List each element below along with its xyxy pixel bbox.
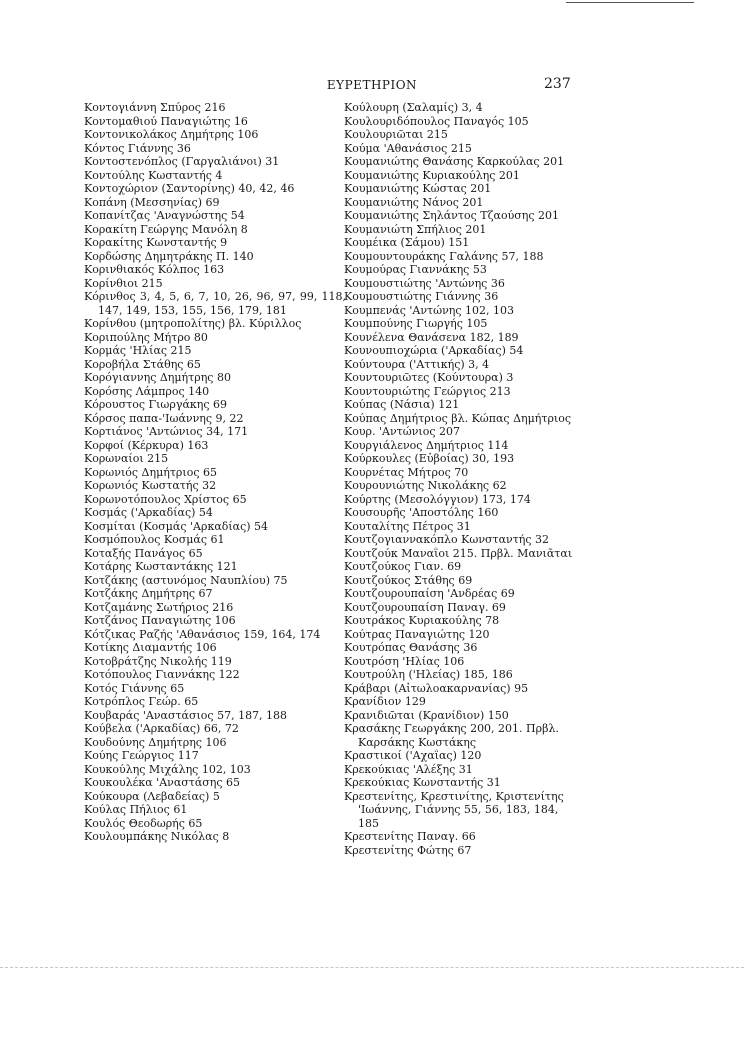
index-entry: Κούλας Πήλιος 61 bbox=[84, 803, 188, 816]
index-entry: Κουντουριώτης Γεώργιος 213 bbox=[344, 384, 511, 398]
index-entry: Κοροβήλα Στάθης 65 bbox=[84, 357, 201, 371]
index-entry: Κουδούνης Δημήτρης 106 bbox=[84, 735, 227, 749]
index-entry: Κουμανιώτης Νάνος 201 bbox=[344, 195, 484, 209]
index-entry: Κουλουριῶται 215 bbox=[344, 128, 448, 141]
index-entry: Κουτζουρουπαίση Παναγ. 69 bbox=[344, 600, 506, 614]
index-entry: Κορωναίοι 215 bbox=[84, 452, 169, 465]
index-entry: Κρανίδιον 129 bbox=[344, 695, 426, 708]
index-entry: Κουταλίτης Πέτρος 31 bbox=[344, 519, 471, 533]
index-entry: Κουμανιώτης Σηλάντος Τζαούσης 201 bbox=[344, 209, 560, 222]
index-entry: Κουτζουρουπαίση 'Ανδρέας 69 bbox=[344, 587, 515, 600]
index-entry: Κορωνιός Κωστατής 32 bbox=[84, 479, 217, 492]
index-entry: Κουλός Θεοδωρής 65 bbox=[84, 816, 203, 830]
index-entry: Κουτζούκ Μαναΐοι 215. Πρβλ. Μανιᾶται bbox=[344, 546, 573, 560]
index-entry: Κουμανιώτης Κυριακούλης 201 bbox=[344, 168, 520, 182]
index-entry: Κουκούλης Μιχάλης 102, 103 bbox=[84, 762, 251, 776]
index-entry: Κούμα 'Αθανάσιος 215 bbox=[344, 141, 472, 155]
index-entry: Κουτζούκος Γιαν. 69 bbox=[344, 560, 462, 573]
index-entry: Κουσουρῆς 'Αποστόλης 160 bbox=[344, 506, 499, 519]
index-entry: Κοταξής Πανάγος 65 bbox=[84, 546, 203, 560]
index-entry: Κορόσης Λάμπρος 140 bbox=[84, 384, 210, 398]
index-entry: Κουμανιώτης Κώστας 201 bbox=[344, 182, 492, 195]
scan-artifact-line bbox=[0, 967, 744, 968]
index-entry: Κουτζογιαννακόπλο Κωνσταντής 32 bbox=[344, 533, 550, 546]
index-entry: Κρεστενίτης Παναγ. 66 bbox=[344, 830, 476, 843]
index-entry: Κουμανιώτης Θανάσης Καρκούλας 201 bbox=[344, 155, 565, 168]
index-entry: Κούπας (Νάσια) 121 bbox=[344, 398, 460, 411]
index-entry: Κούρκουλες (Εὐβοίας) 30, 193 bbox=[344, 452, 515, 465]
index-entry: Κουμανιώτη Σπήλιος 201 bbox=[344, 222, 487, 236]
index-entry: Κοριπούλης Μήτρο 80 bbox=[84, 330, 208, 344]
index-entry: Κοτίκης Διαμαντής 106 bbox=[84, 641, 217, 654]
index-entry: Κοτοβράτζης Νικολής 119 bbox=[84, 654, 232, 668]
index-entry: Κοντούλης Κωσταντής 4 bbox=[84, 168, 223, 182]
top-border-line bbox=[566, 2, 694, 3]
index-entry: Κούρτης (Μεσολόγγιον) 173, 174 bbox=[344, 492, 531, 506]
index-entry: Κορίνθιοι 215 bbox=[84, 276, 163, 290]
index-entry: Κραστικοί ('Αχαΐας) 120 bbox=[344, 749, 482, 762]
index-entry: Κόντος Γιάννης 36 bbox=[84, 141, 191, 155]
index-entry: Κρεστενίτης Φώτης 67 bbox=[344, 843, 472, 857]
index-entry: Κούλουρη (Σαλαμίς) 3, 4 bbox=[344, 101, 483, 114]
page-title: ΕΥΡΕΤΗΡΙΟΝ bbox=[326, 78, 418, 92]
index-entry: Κρεκούκιας 'Αλέξης 31 bbox=[344, 762, 473, 776]
index-entry: Κόρσος παπα-'Ιωάννης 9, 22 bbox=[84, 411, 244, 425]
index-entry: Κουτρόση 'Ηλίας 106 bbox=[344, 654, 465, 668]
index-entry: Κόρινθος 3, 4, 5, 6, 7, 10, 26, 96, 97, 99, 118, 147, 149, 153, 155, 156, 179, 181 bbox=[84, 290, 346, 317]
index-entry: Κοτός Γιάννης 65 bbox=[84, 681, 185, 695]
index-entry: Κουμέικα (Σάμου) 151 bbox=[344, 236, 470, 249]
index-entry: Κοτάρης Κωσταντάκης 121 bbox=[84, 560, 238, 573]
index-entry: Κορωνιός Δημήτριος 65 bbox=[84, 465, 217, 479]
index-entry: Κουμπούνης Γιωργής 105 bbox=[344, 317, 488, 330]
index-entry: Κούκουρα (Λεβαδείας) 5 bbox=[84, 789, 220, 803]
index-entry: Κουτρόπας Θανάσης 36 bbox=[344, 641, 478, 654]
index-entry: Κουρουνιώτης Νικολάκης 62 bbox=[344, 479, 507, 492]
index-entry: Κουμπενάς 'Αντώνης 102, 103 bbox=[344, 303, 515, 317]
index-entry: Κουλουμπάκης Νικόλας 8 bbox=[84, 830, 230, 843]
index-entry: Κούντουρα ('Αττικής) 3, 4 bbox=[344, 357, 490, 371]
index-entry: Κούης Γεώργιος 117 bbox=[84, 749, 199, 762]
index-entry: Κοντογιάννη Σπύρος 216 bbox=[84, 101, 226, 114]
index-entry: Κουμουστιώτης Γιάννης 36 bbox=[344, 290, 499, 303]
index-entry: Κουτρούλη ('Ηλείας) 185, 186 bbox=[344, 668, 513, 681]
index-entry: Κουμουντουράκης Γαλάνης 57, 188 bbox=[344, 249, 544, 263]
index-entry: Κουλουριδόπουλος Παναγός 105 bbox=[344, 114, 529, 128]
index-entry: Κοτζάνος Παναγιώτης 106 bbox=[84, 614, 236, 627]
index-entry: Κουργιάλενος Δημήτριος 114 bbox=[344, 438, 509, 452]
index-entry: Κορδώσης Δημητράκης Π. 140 bbox=[84, 249, 254, 263]
index-entry: Κουκουλέκα 'Αναστάσης 65 bbox=[84, 776, 241, 789]
index-entry: Κορίνθου (μητροπολίτης) βλ. Κύριλλος bbox=[84, 317, 302, 330]
index-entry: Κράβαρι (Αἰτωλοακαρνανίας) 95 bbox=[344, 681, 529, 695]
index-entry: Κουρνέτας Μήτρος 70 bbox=[344, 465, 469, 479]
index-entry: Κούπας Δημήτριος βλ. Κώπας Δημήτριος bbox=[344, 411, 572, 425]
index-entry: Κουτράκος Κυριακούλης 78 bbox=[344, 614, 500, 627]
index-entry: Κορφοί (Κέρκυρα) 163 bbox=[84, 438, 209, 452]
index-column-left bbox=[84, 101, 346, 844]
index-entry: Κρανιδιῶται (Κρανίδιον) 150 bbox=[344, 708, 509, 722]
index-entry: Κουντουριῶτες (Κούντουρα) 3 bbox=[344, 371, 514, 384]
index-entry: Κούτρας Παναγιώτης 120 bbox=[344, 627, 490, 641]
index-entry: Κοντονικολάκος Δημήτρης 106 bbox=[84, 128, 259, 141]
index-entry: Κορακίτη Γεώργης Μανόλη 8 bbox=[84, 222, 248, 236]
index-entry: Κρεκούκιας Κωνσταντής 31 bbox=[344, 776, 501, 789]
index-entry: Κορακίτης Κωνσταντής 9 bbox=[84, 236, 228, 249]
index-entry: Κοτζαμάνης Σωτήριος 216 bbox=[84, 600, 234, 614]
index-entry: Κουβαράς 'Αναστάσιος 57, 187, 188 bbox=[84, 708, 288, 722]
index-entry: Κορμάς 'Ηλίας 215 bbox=[84, 344, 192, 357]
index-entry: Κοτρόπλος Γεώρ. 65 bbox=[84, 695, 199, 708]
index-entry: Κρεστενίτης, Κρεστινίτης, Κριστενίτης 'Ιωάννης, Γιάννης 55, 56, 183, 184, 185 bbox=[344, 789, 564, 830]
index-entry: Κουρ. 'Αντώνιος 207 bbox=[344, 425, 460, 438]
index-entry: Κοτόπουλος Γιαννάκης 122 bbox=[84, 668, 240, 681]
index-entry: Κορωνοτόπουλος Χρίστος 65 bbox=[84, 492, 247, 506]
index-entry: Κοσμάς ('Αρκαδίας) 54 bbox=[84, 506, 213, 519]
index-entry: Κουνουπιοχώρια ('Αρκαδίας) 54 bbox=[344, 344, 524, 357]
index-entry: Κοτζάκης (αστυνόμος Ναυπλίου) 75 bbox=[84, 573, 288, 587]
index-entry: Κρασάκης Γεωργάκης 200, 201. Πρβλ. Καρσάκης Κωστάκης bbox=[344, 722, 559, 749]
index-entry: Κορτιάνος 'Αντώνιος 34, 171 bbox=[84, 425, 249, 438]
index-entry: Κορόγιαννης Δημήτρης 80 bbox=[84, 371, 231, 384]
index-entry: Κοντομαθιού Παναγιώτης 16 bbox=[84, 114, 248, 128]
index-entry: Κουμούρας Γιαννάκης 53 bbox=[344, 263, 487, 276]
index-entry: Κότζικας Ραζής 'Αθανάσιος 159, 164, 174 bbox=[84, 627, 321, 641]
index-entry: Κοντοχώριον (Σαντορίνης) 40, 42, 46 bbox=[84, 182, 295, 195]
index-entry: Κοτζάκης Δημήτρης 67 bbox=[84, 587, 213, 600]
index-entry: Κουτζούκος Στάθης 69 bbox=[344, 573, 473, 587]
index-entry: Κοσμόπουλος Κοσμάς 61 bbox=[84, 533, 225, 546]
page-number: 237 bbox=[544, 76, 571, 92]
index-entry: Κουμουστιώτης 'Αντώνης 36 bbox=[344, 276, 505, 290]
index-entry: Κοπάνη (Μεσσηνίας) 69 bbox=[84, 195, 220, 209]
index-entry: Κοσμίται (Κοσμάς 'Αρκαδίας) 54 bbox=[84, 519, 269, 533]
index-entry: Κόρουστος Γιωργάκης 69 bbox=[84, 398, 227, 411]
index-entry: Κοντοστενόπλος (Γαργαλιάνοι) 31 bbox=[84, 155, 280, 168]
index-entry: Κούβελα ('Αρκαδίας) 66, 72 bbox=[84, 722, 239, 735]
index-column-right bbox=[344, 101, 580, 857]
index-entry: Κορινθιακός Κόλπος 163 bbox=[84, 263, 225, 276]
index-entry: Κοπανίτζας 'Αναγνώστης 54 bbox=[84, 209, 245, 222]
index-entry: Κουνέλενα Θανάσενα 182, 189 bbox=[344, 330, 519, 344]
